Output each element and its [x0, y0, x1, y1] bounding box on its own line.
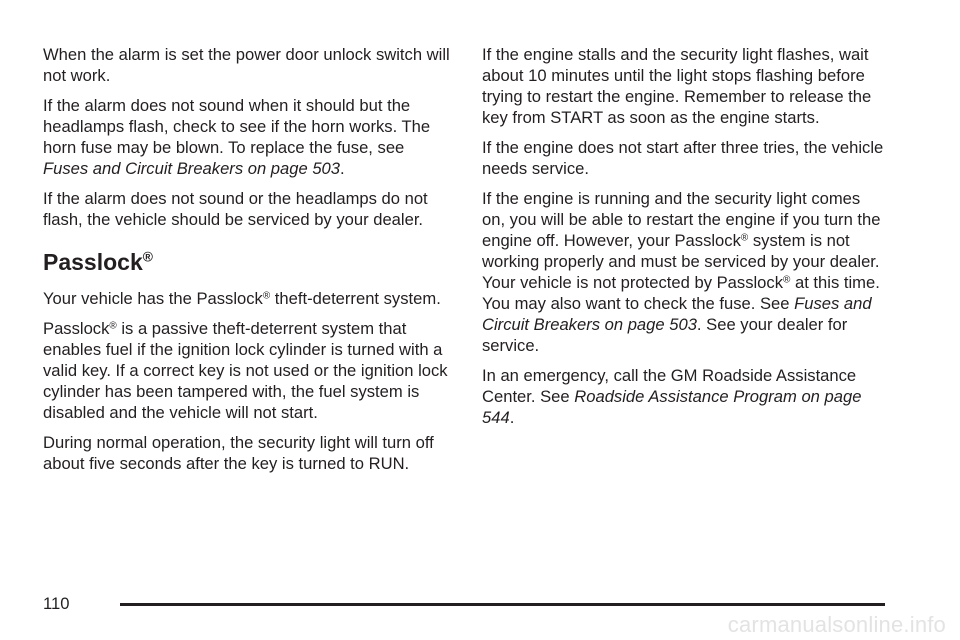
passlock-intro-paragraph: [43, 288, 453, 309]
registered-mark: ®: [109, 320, 117, 332]
emergency-text-end: .: [509, 408, 515, 427]
emergency-text: In an emergency, call the GM Roadside Assistance Center. See: [482, 366, 857, 406]
security-light-text-a: If the engine is running and the security light comes on, you will be able to restart the engine if you turn the engine off. However, your Passlock: [482, 189, 881, 250]
roadside-assistance-reference-link[interactable]: Roadside Assistance Program on page 544: [482, 387, 862, 427]
security-light-text-end: . See your dealer for service.: [482, 315, 848, 355]
alarm-horn-text: If the alarm does not sound when it should but the headlamps flash, check to see if the horn works. The horn fuse may be blown. To replace the fuse, see: [43, 96, 431, 157]
fuses-reference-link[interactable]: Fuses and Circuit Breakers on page 503: [482, 294, 872, 334]
alarm-horn-end: .: [340, 159, 345, 178]
registered-mark: ®: [740, 232, 749, 244]
registered-mark: ®: [783, 274, 791, 286]
watermark: carmanualsonline.info: [727, 612, 946, 637]
engine-stalls-paragraph: If the engine stalls and the security light flashes, wait about 10 minutes until the light stops flashing before trying to restart the engine. Remember to release the key from START as soon as the engine starts.: [482, 45, 872, 127]
security-light-on-paragraph: [482, 188, 884, 356]
passlock-heading: [43, 248, 453, 276]
alarm-door-unlock-paragraph: When the alarm is set the power door unlock switch will not work.: [43, 45, 450, 85]
engine-no-start-paragraph: If the engine does not start after three tries, the vehicle needs service.: [482, 138, 884, 178]
registered-mark: ®: [142, 249, 153, 265]
left-column: [43, 44, 453, 483]
alarm-headlamps-paragraph: If the alarm does not sound or the headlamps do not flash, the vehicle should be serviced by your dealer.: [43, 189, 428, 229]
emergency-paragraph: [482, 365, 884, 428]
security-light-paragraph: During normal operation, the security light will turn off about five seconds after the key is turned to RUN.: [43, 433, 434, 473]
fuses-reference-link[interactable]: Fuses and Circuit Breakers on page 503: [43, 159, 341, 178]
passlock-intro-text-b: theft-deterrent system.: [270, 289, 441, 308]
page-number: 110: [43, 594, 70, 613]
passlock-description-text-b: is a passive theft-deterrent system that enables fuel if the ignition lock cylinder is turned with a valid key. If a correct key is not used or the ignition lock cylinder has been tampered with, the fuel system is disabled and the vehicle will not start.: [43, 319, 448, 422]
passlock-heading-text: Passlock: [43, 249, 143, 275]
alarm-horn-paragraph: [43, 95, 453, 179]
right-column: [482, 44, 884, 437]
security-light-text-c: at this time. You may also want to check the fuse. See: [482, 273, 880, 313]
footer-rule: [120, 603, 885, 606]
passlock-description-text-a: Passlock: [43, 319, 110, 338]
security-light-text-b: system is not working properly and must be serviced by your dealer. Your vehicle is not protected by Passlock: [482, 231, 880, 292]
registered-mark: ®: [262, 290, 271, 302]
passlock-description-paragraph: [43, 318, 453, 423]
page-footer: [43, 594, 885, 614]
passlock-intro-text-a: Your vehicle has the Passlock: [43, 289, 263, 308]
